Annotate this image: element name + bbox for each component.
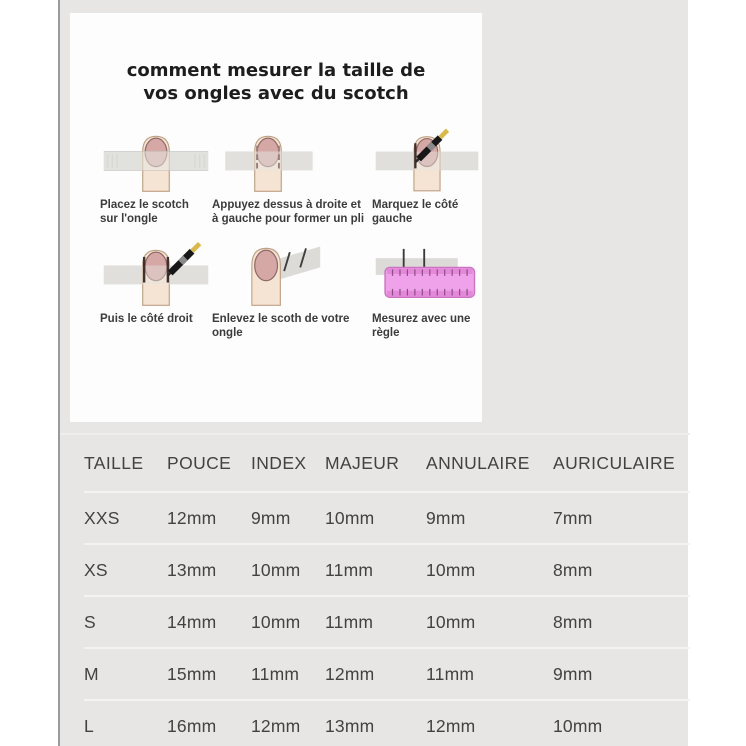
index-value: 11mm: [251, 663, 300, 684]
pouce-value: 14mm: [167, 611, 217, 632]
step-5-caption: Enlevez le scoth de votre ongle: [212, 313, 350, 339]
majeur-value: 13mm: [325, 715, 375, 736]
size-label: XXS: [84, 507, 120, 528]
col-header-taille: TAILLE: [84, 452, 144, 473]
index-value: 10mm: [251, 611, 301, 632]
majeur-value: 12mm: [325, 663, 375, 684]
table-row-m: [84, 649, 690, 701]
step-1: [100, 127, 212, 241]
majeur-value: 10mm: [325, 507, 375, 528]
pen-marking-right-side-icon: [100, 241, 206, 307]
auriculaire-value: 9mm: [553, 663, 593, 684]
finger-with-tape-icon: [100, 127, 206, 193]
step-3-caption: Marquez le côté gauche: [372, 199, 459, 225]
step-4: [100, 241, 212, 355]
index-value: 12mm: [251, 715, 301, 736]
table-row-s: [84, 597, 690, 649]
pouce-value: 16mm: [167, 715, 217, 736]
step-6-caption: Mesurez avec une règle: [372, 313, 471, 339]
nail-measuring-instructions-card: [70, 13, 482, 422]
auriculaire-value: 10mm: [553, 715, 603, 736]
instructions-title-line2: vos ongles avec du scotch: [143, 83, 409, 104]
majeur-value: 11mm: [325, 559, 374, 580]
annulaire-value: 11mm: [426, 663, 475, 684]
col-header-majeur: MAJEUR: [325, 452, 400, 473]
content-column: [58, 0, 688, 746]
step-2-caption: Appuyez dessus à droite et à gauche pour former un pli: [212, 199, 365, 225]
ruler-measuring-tape-icon: [372, 241, 476, 307]
step-2: [212, 127, 372, 241]
auriculaire-value: 7mm: [553, 507, 593, 528]
instructions-title-line1: comment mesurer la taille de: [126, 60, 426, 81]
pouce-value: 15mm: [167, 663, 217, 684]
pouce-value: 12mm: [167, 507, 217, 528]
annulaire-value: 9mm: [426, 507, 466, 528]
table-row-l: [84, 701, 690, 746]
annulaire-value: 10mm: [426, 611, 476, 632]
nail-size-table: [60, 433, 690, 746]
table-row-xxs: [84, 493, 690, 545]
col-header-auriculaire: AURICULAIRE: [553, 452, 676, 473]
step-4-caption: Puis le côté droit: [100, 313, 193, 325]
annulaire-value: 10mm: [426, 559, 476, 580]
step-3: [372, 127, 482, 241]
auriculaire-value: 8mm: [553, 559, 593, 580]
index-value: 9mm: [251, 507, 291, 528]
index-value: 10mm: [251, 559, 301, 580]
instructions-title: [70, 13, 482, 105]
pen-marking-left-side-icon: [372, 127, 476, 193]
size-label: XS: [84, 559, 108, 580]
majeur-value: 11mm: [325, 611, 374, 632]
table-row-xs: [84, 545, 690, 597]
col-header-index: INDEX: [251, 452, 307, 473]
size-label: S: [84, 611, 96, 632]
pouce-value: 13mm: [167, 559, 217, 580]
auriculaire-value: 8mm: [553, 611, 593, 632]
finger-tape-pressed-icon: [212, 127, 366, 193]
col-header-pouce: POUCE: [167, 452, 232, 473]
size-table-header-row: [84, 435, 690, 493]
annulaire-value: 12mm: [426, 715, 476, 736]
col-header-annulaire: ANNULAIRE: [426, 452, 530, 473]
size-label: M: [84, 663, 99, 684]
step-5: [212, 241, 372, 355]
instruction-steps-grid: [70, 127, 482, 355]
step-1-caption: Placez le scotch sur l'ongle: [100, 199, 189, 225]
step-6: [372, 241, 482, 355]
tape-removed-from-nail-icon: [212, 241, 366, 307]
size-label: L: [84, 715, 94, 736]
